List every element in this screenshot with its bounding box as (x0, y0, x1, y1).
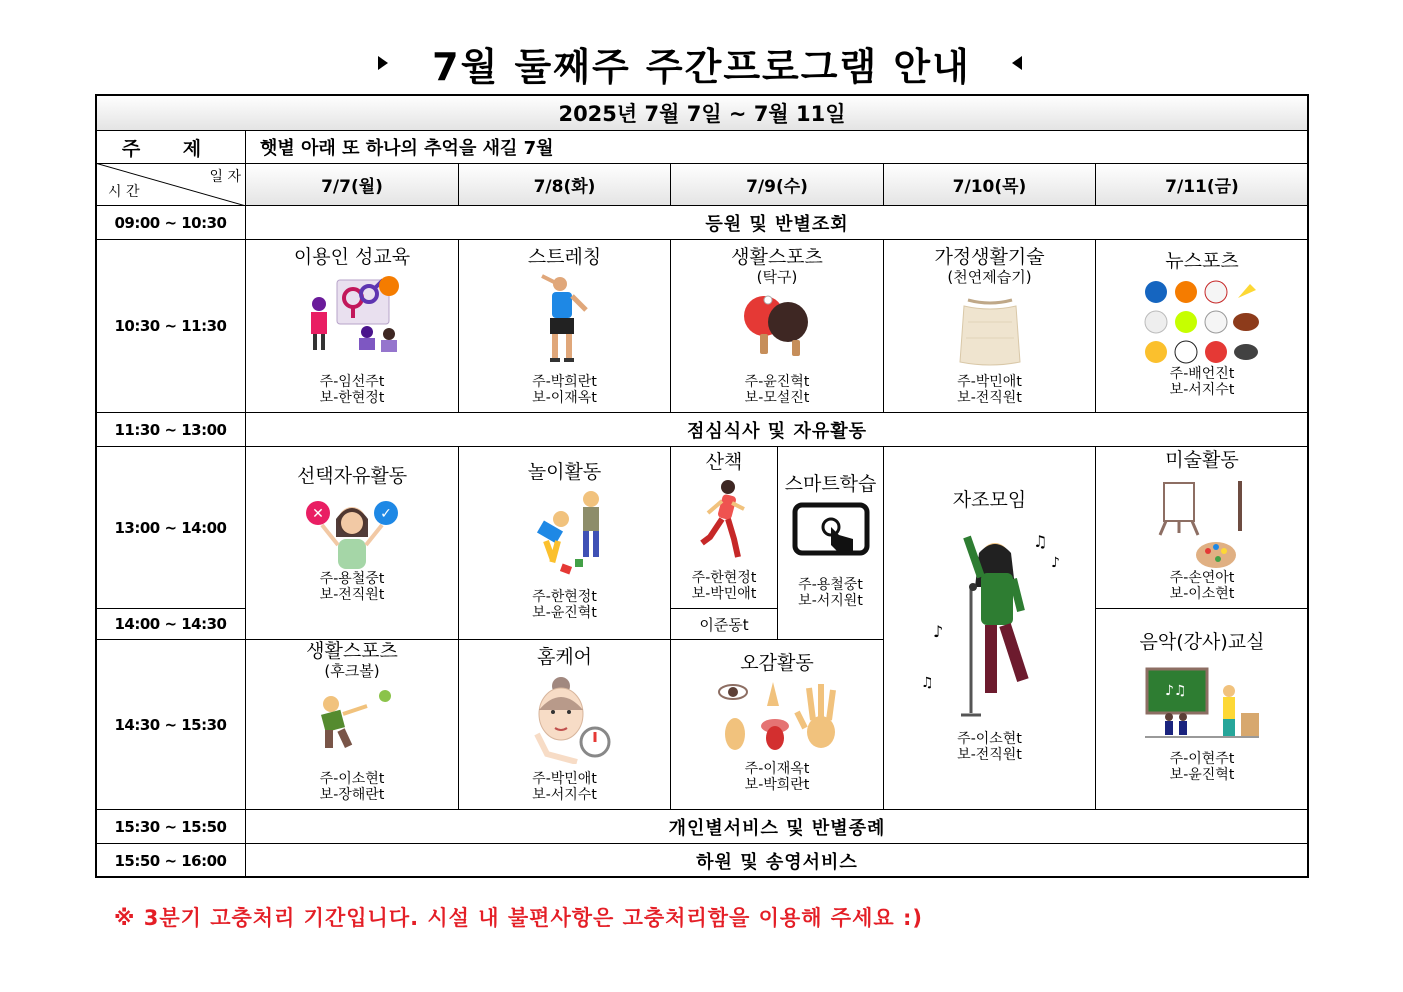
hook-ball-icon (309, 686, 395, 752)
time-slot: 11:30 ~ 13:00 (95, 412, 246, 447)
main-staff: 주-박민애t (532, 771, 597, 787)
assist-staff: 보-서지수t (1169, 382, 1235, 398)
lunch-row: 점심식사 및 자유활동 (245, 412, 1309, 447)
arrival-row: 등원 및 반별조회 (245, 205, 1309, 240)
activity-tue-afternoon-1 (458, 446, 671, 640)
activity-title: 스트레칭 (527, 246, 602, 268)
activity-mon-afternoon-2 (245, 639, 459, 810)
time-slot: 10:30 ~ 11:30 (95, 239, 246, 413)
activity-mon-morning (245, 239, 459, 413)
activity-title: 생활스포츠 (306, 640, 398, 662)
main-staff: 주-이소현t (319, 771, 385, 787)
dehumidifier-pouch-icon (954, 292, 1026, 368)
activity-subtitle: (탁구) (756, 268, 798, 286)
day-header-tue: 7/8(화) (458, 163, 671, 206)
svg-text:♪♫: ♪♫ (1165, 683, 1187, 699)
page-title: 7월 둘째주 주간프로그램 안내 (432, 45, 971, 89)
assist-staff: 보-박민애t (691, 586, 757, 602)
five-senses-icon (717, 680, 837, 754)
assist-staff: 보-이재옥t (532, 390, 597, 406)
activity-thu-afternoon (883, 446, 1096, 810)
assist-staff: 보-전직원t (957, 747, 1022, 763)
activity-tue-morning (458, 239, 671, 413)
corner-cell (95, 163, 246, 206)
main-staff: 주-한현정t (532, 589, 597, 605)
sex-education-icon (297, 274, 407, 356)
time-slot: 15:30 ~ 15:50 (95, 809, 246, 844)
activity-title: 선택자유활동 (296, 465, 408, 487)
play-activity-icon (517, 489, 613, 579)
activity-title: 스마트학습 (784, 473, 877, 495)
day-header-fri: 7/11(금) (1095, 163, 1309, 206)
assist-staff: 보-전직원t (957, 390, 1022, 406)
day-header-thu: 7/10(목) (883, 163, 1096, 206)
main-staff: 주-이재옥t (744, 761, 810, 777)
activity-wed-morning (670, 239, 884, 413)
main-staff: 주-배언진t (1169, 366, 1235, 382)
sports-balls-icon (1142, 278, 1262, 364)
activity-wed-walk (670, 446, 778, 609)
assist-staff: 보-윤진혁t (1169, 767, 1235, 783)
svg-text:♫: ♫ (920, 675, 934, 691)
activity-title: 음악(강사)교실 (1139, 631, 1265, 653)
main-staff: 주-손연아t (1169, 570, 1235, 586)
activity-title: 가정생활기술 (934, 246, 1045, 268)
main-staff: 주-임선주t (319, 374, 385, 390)
time-slot: 15:50 ~ 16:00 (95, 843, 246, 878)
activity-title: 이용인 성교육 (293, 246, 411, 268)
activity-title: 산책 (705, 451, 743, 473)
date-range: 2025년 7월 7일 ~ 7월 11일 (95, 94, 1309, 131)
assist-staff: 보-모설진t (744, 390, 810, 406)
main-staff: 주-이현주t (1169, 751, 1235, 767)
individual-service-row: 개인별서비스 및 반별종례 (245, 809, 1309, 844)
activity-wed-extra-staff: 이준동t (670, 608, 778, 640)
singer-icon (915, 517, 1065, 727)
time-slot: 13:00 ~ 14:00 (95, 446, 246, 609)
activity-title: 미술활동 (1165, 449, 1239, 471)
svg-text:♫: ♫ (1032, 532, 1047, 551)
choice-activity-icon (302, 493, 402, 573)
corner-day-label: 일 자 (209, 169, 241, 185)
main-staff: 주-박희란t (532, 374, 597, 390)
table-tennis-icon (740, 292, 814, 358)
corner-time-label: 시 간 (108, 184, 140, 200)
stretching-icon (530, 274, 600, 364)
activity-mon-afternoon-1 (245, 446, 459, 640)
music-class-icon (1143, 665, 1261, 741)
activity-subtitle: (천연제습기) (947, 268, 1032, 286)
assist-staff: 보-윤진혁t (532, 605, 597, 621)
activity-thu-morning (883, 239, 1096, 413)
activity-fri-afternoon-1 (1095, 446, 1309, 609)
main-staff: 주-한현정t (691, 570, 757, 586)
activity-title: 생활스포츠 (731, 246, 823, 268)
running-icon (694, 479, 754, 563)
activity-title: 뉴스포츠 (1165, 250, 1239, 272)
svg-text:♪: ♪ (932, 622, 943, 641)
main-staff: 주-윤진혁t (744, 374, 810, 390)
main-staff: 주-용철중t (319, 571, 385, 587)
tablet-touch-icon (791, 501, 871, 559)
activity-fri-afternoon-2 (1095, 608, 1309, 810)
main-staff: 주-박민애t (957, 374, 1022, 390)
activity-wed-smart (777, 446, 884, 640)
activity-subtitle: (후크볼) (324, 662, 380, 680)
main-staff: 주-용철중t (798, 577, 863, 593)
svg-text:✓: ✓ (380, 506, 392, 522)
activity-fri-morning (1095, 239, 1309, 413)
assist-staff: 보-박희란t (744, 777, 810, 793)
assist-staff: 보-한현정t (319, 390, 385, 406)
main-staff: 주-이소현t (957, 731, 1022, 747)
svg-text:♪: ♪ (1050, 555, 1060, 571)
art-easel-icon (1152, 477, 1252, 569)
activity-title: 자조모임 (952, 489, 1027, 511)
assist-staff: 보-전직원t (319, 587, 385, 603)
assist-staff: 보-서지수t (532, 787, 597, 803)
day-header-mon: 7/7(월) (245, 163, 459, 206)
home-care-icon (517, 674, 613, 764)
notice-text: ※ 3분기 고충처리 기간입니다. 시설 내 불편사항은 고충처리함을 이용해 주세요 :) (114, 906, 923, 930)
assist-staff: 보-장해란t (319, 787, 385, 803)
activity-title: 홈케어 (536, 646, 593, 668)
assist-staff: 보-이소현t (1169, 586, 1235, 602)
day-header-wed: 7/9(수) (670, 163, 884, 206)
time-slot: 14:00 ~ 14:30 (95, 608, 246, 640)
svg-text:✕: ✕ (312, 506, 324, 522)
activity-title: 오감활동 (740, 652, 814, 674)
theme-label: 주 제 (95, 130, 246, 164)
theme-value: 햇볕 아래 또 하나의 추억을 새길 7월 (245, 130, 1309, 164)
activity-wed-afternoon-2 (670, 639, 884, 810)
activity-title: 놀이활동 (527, 461, 602, 483)
departure-row: 하원 및 송영서비스 (245, 843, 1309, 878)
activity-tue-afternoon-2 (458, 639, 671, 810)
time-slot: 09:00 ~ 10:30 (95, 205, 246, 240)
time-slot: 14:30 ~ 15:30 (95, 639, 246, 810)
assist-staff: 보-서지원t (798, 593, 863, 609)
